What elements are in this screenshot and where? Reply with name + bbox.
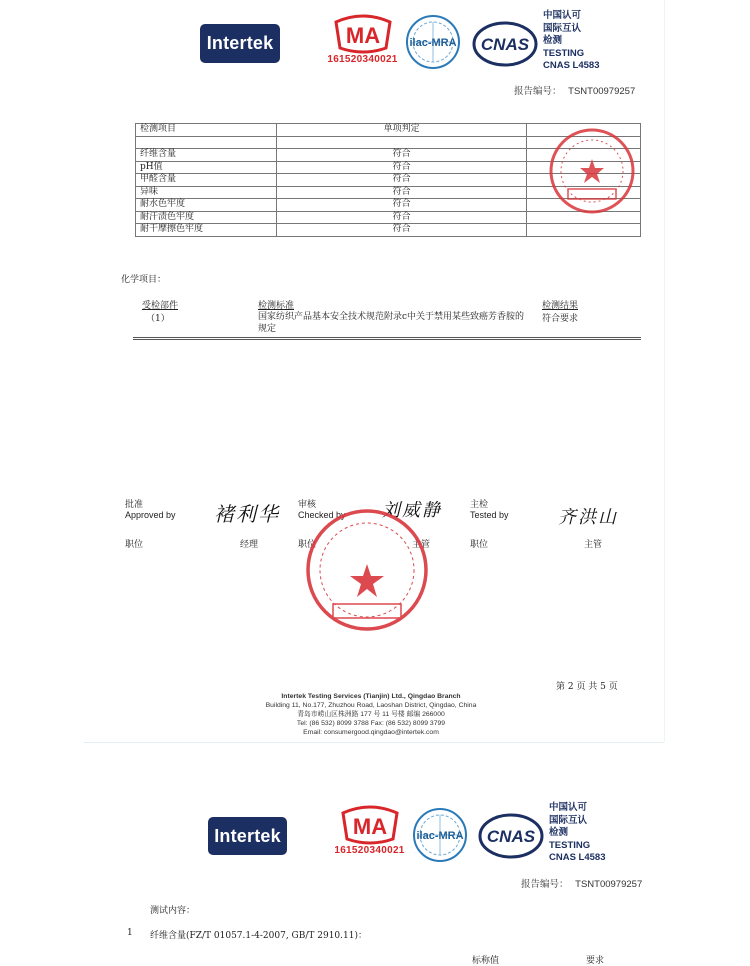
report-label: 报告编号： — [514, 86, 562, 97]
report-number — [514, 83, 635, 97]
position-label: 职位 — [470, 540, 489, 550]
ma-mark-icon — [332, 12, 394, 54]
ilac-mra-logo — [412, 807, 468, 863]
tested-label-en: Tested by — [470, 510, 509, 520]
item-number: 1 — [127, 928, 133, 938]
intertek-logo: Intertek — [200, 24, 280, 63]
svg-text:CNAS: CNAS — [480, 35, 530, 54]
cnas-accreditation-text — [543, 10, 600, 73]
position-value: 经理 — [240, 540, 259, 550]
header-cell: 单项判定 — [277, 124, 526, 137]
footer-line: Building 11, No.177, Zhuzhou Road, Laoshan District, Qingdao, China — [265, 702, 477, 709]
item-cell: 纤维含量 — [136, 149, 277, 162]
ilac-globe-icon — [405, 14, 461, 70]
ilac-mra-logo — [405, 14, 461, 70]
cnas-logo — [472, 20, 538, 68]
ma-logo — [332, 803, 407, 856]
report-value: TSNT00979257 — [568, 86, 636, 97]
chem-header-part: 受检部件 — [142, 301, 179, 311]
item-title: 纤维含量(FZ/T 01057.1-4-2007, GB/T 2910.11)： — [150, 931, 367, 941]
footer-company: Intertek Testing Services (Tianjin) Ltd., Qingdao Branch — [281, 693, 461, 700]
ma-logo — [325, 12, 400, 65]
page-number: 第 2 页 共 5 页 — [556, 682, 618, 692]
approved-label-en: Approved by — [125, 510, 176, 520]
chem-result: 符合要求 — [542, 314, 579, 324]
cnas-accreditation-text — [549, 802, 606, 865]
svg-text:ilac-MRA: ilac-MRA — [409, 37, 457, 49]
report-value: TSNT00979257 — [575, 879, 643, 890]
ma-mark-icon — [339, 803, 401, 845]
report-number — [521, 876, 642, 890]
cnas-line: TESTING — [543, 47, 585, 59]
cnas-line: 国际互认 — [549, 814, 588, 826]
result-cell: 符合 — [277, 161, 526, 174]
footer-line: Email: consumergood.qingdao@intertek.com — [303, 729, 439, 736]
result-cell: 符合 — [277, 186, 526, 199]
tested-label-cn: 主检 — [470, 500, 489, 510]
cnas-line: 国际互认 — [543, 22, 582, 34]
divider — [133, 337, 641, 338]
approved-label-cn: 批准 — [125, 500, 144, 510]
position-label: 职位 — [125, 540, 144, 550]
svg-text:MA: MA — [352, 814, 387, 839]
ma-number: 161520340021 — [327, 54, 398, 65]
cnas-line: 检测 — [549, 827, 569, 838]
cnas-logo — [478, 812, 544, 860]
item-cell: 甲醛含量 — [136, 174, 277, 187]
item-cell: 耐汗渍色牢度 — [136, 211, 277, 224]
cnas-line: 中国认可 — [549, 802, 588, 813]
item-cell: 异味 — [136, 186, 277, 199]
report-label: 报告编号： — [521, 879, 569, 890]
cnas-mark-icon — [478, 812, 544, 860]
cnas-line: CNAS L4583 — [549, 852, 606, 863]
footer-line: 青岛市崂山区株洲路 177 号 11 号楼 邮编 266000 — [297, 711, 445, 718]
position-label: 职位 — [298, 540, 317, 550]
footer-line: Tel: (86 532) 8099 3788 Fax: (86 532) 8099 3799 — [296, 720, 446, 727]
result-cell: 符合 — [277, 174, 526, 187]
header-cell: 检测项目 — [136, 124, 277, 137]
test-content-title: 测试内容： — [150, 906, 196, 916]
signature-tester: 齐洪山 — [558, 507, 618, 528]
column-requirement: 要求 — [586, 956, 605, 966]
ilac-globe-icon — [412, 807, 468, 863]
result-cell: 符合 — [277, 149, 526, 162]
signature-approver: 褚利华 — [214, 502, 280, 526]
stamp-icon — [548, 127, 636, 215]
inspection-stamp — [305, 508, 429, 632]
result-cell: 符合 — [277, 224, 526, 237]
item-cell: 耐干摩擦色牢度 — [136, 224, 277, 237]
chem-header-standard: 检测标准 — [258, 301, 295, 311]
cnas-line: 检测 — [543, 35, 563, 46]
chem-standard: 国家纺织产品基本安全技术规范附录c中关于禁用某些致癌芳香胺的规定 — [258, 312, 525, 334]
result-cell: 符合 — [277, 211, 526, 224]
intertek-logo: Intertek — [208, 817, 287, 855]
svg-text:MA: MA — [345, 23, 380, 48]
item-cell: 耐水色牢度 — [136, 199, 277, 212]
stamp-icon — [305, 508, 429, 632]
company-stamp-small — [548, 127, 636, 215]
position-value: 主管 — [584, 540, 603, 550]
item-cell: pH值 — [136, 161, 277, 174]
checked-label-cn: 审核 — [298, 500, 317, 510]
page-edge — [664, 0, 665, 742]
signature-checker: 刘威静 — [382, 500, 442, 521]
cnas-line: TESTING — [549, 839, 591, 851]
chem-header-result: 检测结果 — [542, 301, 579, 311]
divider — [133, 339, 641, 340]
chem-section-title: 化学项目： — [121, 275, 167, 285]
checked-label-en: Checked by — [298, 510, 346, 520]
footer-address — [236, 692, 506, 737]
cnas-line: 中国认可 — [543, 10, 582, 21]
svg-text:ilac-MRA: ilac-MRA — [416, 830, 464, 842]
svg-text:CNAS: CNAS — [486, 827, 536, 846]
ma-number: 161520340021 — [334, 845, 405, 856]
table-row — [136, 224, 641, 237]
position-value: 主管 — [412, 540, 431, 550]
result-cell: 符合 — [277, 199, 526, 212]
column-nominal: 标称值 — [472, 956, 500, 966]
cnas-line: CNAS L4583 — [543, 60, 600, 71]
chem-part: （1） — [146, 314, 170, 324]
cnas-mark-icon — [472, 20, 538, 68]
page-separator — [84, 742, 664, 743]
